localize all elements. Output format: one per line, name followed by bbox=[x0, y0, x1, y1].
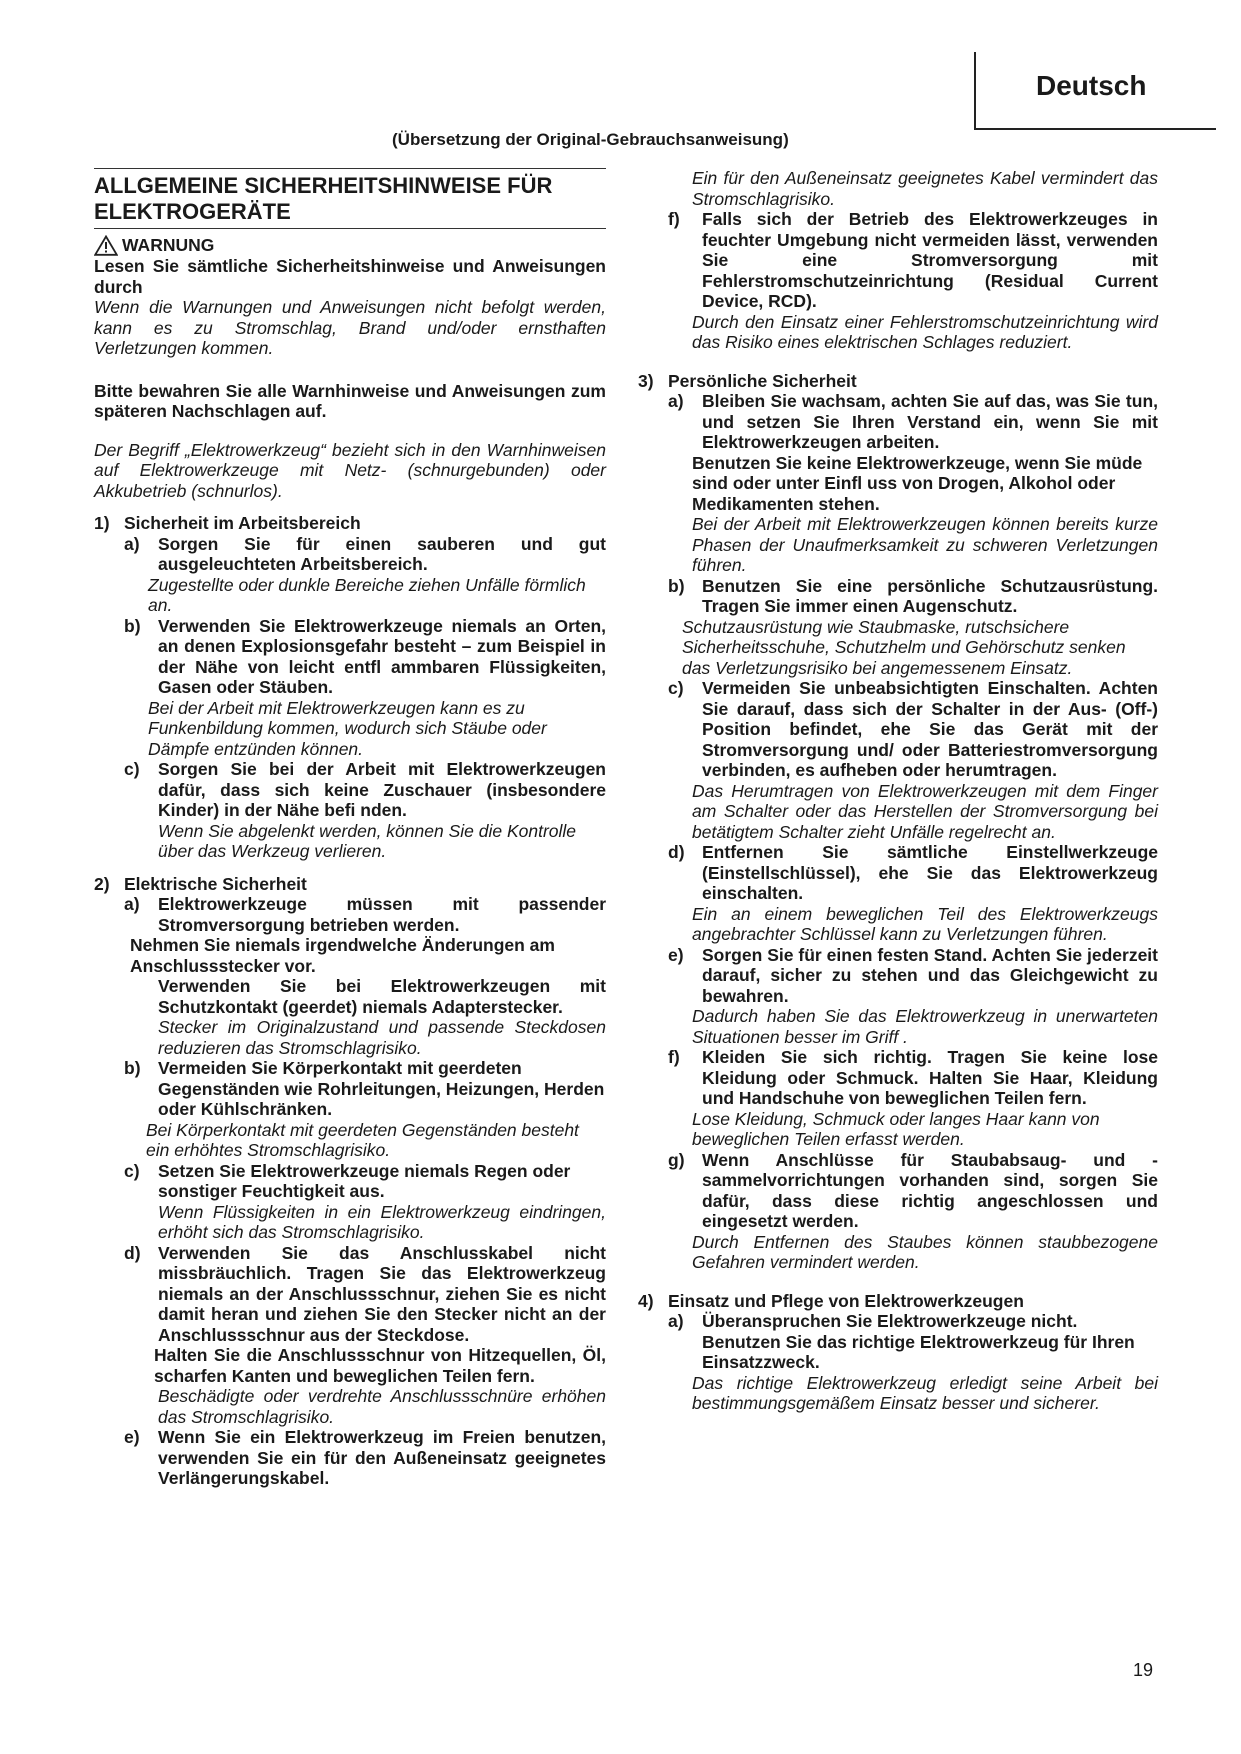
item-text: Setzen Sie Elektrowerkzeuge niemals Regen oder sonstiger Feuchtigkeit aus. bbox=[158, 1160, 571, 1201]
section-heading-text: Einsatz und Pflege von Elektrowerkzeugen bbox=[668, 1290, 1024, 1311]
item-letter: b) bbox=[124, 1058, 141, 1078]
item-note: Durch Entfernen des Staubes können staubbezogene Gefahren vermindert werden. bbox=[692, 1231, 1158, 1272]
item-note: Dadurch haben Sie das Elektrowerkzeug in unerwarteten Situationen besser im Griff . bbox=[692, 1006, 1158, 1047]
right-column bbox=[638, 168, 1158, 1414]
item-text: Kleiden Sie sich richtig. Tragen Sie keine lose Kleidung oder Schmuck. Halten Sie Haar, Kleidung und Handschuhe von beweglichen Teilen fern. bbox=[702, 1047, 1158, 1108]
item-note: Bei der Arbeit mit Elektrowerkzeugen kann es zu Funkenbildung kommen, wodurch sich Stäube oder Dämpfe entzünden können. bbox=[148, 697, 547, 759]
item-note: Zugestellte oder dunkle Bereiche ziehen Unfälle förmlich an. bbox=[148, 574, 586, 615]
item-letter: c) bbox=[124, 1160, 140, 1181]
item-letter: f) bbox=[668, 1047, 680, 1067]
section-4-heading bbox=[638, 1291, 1158, 1312]
list-item bbox=[94, 1058, 606, 1120]
list-item bbox=[94, 1161, 606, 1202]
item-note: Bei der Arbeit mit Elektrowerkzeugen können bereits kurze Phasen der Unaufmerksamkeit zu schweren Verletzungen führen. bbox=[692, 514, 1158, 575]
list-item bbox=[638, 842, 1158, 904]
item-note: Wenn Flüssigkeiten in ein Elektrowerkzeug eindringen, erhöht sich das Stromschlagrisiko. bbox=[158, 1201, 606, 1242]
page-number: 19 bbox=[1133, 1660, 1154, 1680]
item-note: Beschädigte oder verdrehte Anschlussschnüre erhöhen das Stromschlagrisiko. bbox=[158, 1386, 606, 1427]
item-text-cont: Benutzen Sie keine Elektrowerkzeuge, wenn Sie müde sind oder unter Einfl uss von Drogen, Alkohol oder Medikamenten stehen. bbox=[692, 452, 1143, 514]
item-note: Wenn Sie abgelenkt werden, können Sie die Kontrolle über das Werkzeug verlieren. bbox=[158, 820, 577, 861]
section-number: 4) bbox=[638, 1290, 654, 1311]
section-1-heading bbox=[94, 513, 606, 534]
section-title: ALLGEMEINE SICHERHEITSHINWEISE FÜR ELEKTROGERÄTE bbox=[94, 168, 606, 229]
item-letter: f) bbox=[668, 209, 680, 229]
list-item bbox=[638, 1150, 1158, 1232]
list-item bbox=[638, 945, 1158, 1007]
item-letter: a) bbox=[668, 391, 684, 411]
section-2-heading bbox=[94, 874, 606, 895]
list-item bbox=[638, 209, 1158, 312]
list-item bbox=[94, 1427, 606, 1489]
item-text: Sorgen Sie für einen festen Stand. Achten Sie jederzeit darauf, sicher zu stehen und das Gleichgewicht zu bewahren. bbox=[702, 944, 1158, 1006]
item-note: Ein an einem beweglichen Teil des Elektrowerkzeugs angebrachter Schlüssel kann zu Verletzungen führen. bbox=[692, 903, 1158, 944]
item-text-cont: Nehmen Sie niemals irgendwelche Änderungen am Anschlussstecker vor. bbox=[130, 935, 555, 976]
section-heading-text: Sicherheit im Arbeitsbereich bbox=[124, 513, 361, 533]
item-text: Sorgen Sie für einen sauberen und gut ausgeleuchteten Arbeitsbereich. bbox=[158, 533, 606, 574]
section-3-heading bbox=[638, 371, 1158, 392]
item-note: Das richtige Elektrowerkzeug erledigt seine Arbeit bei bestimmungsgemäßem Einsatz besser und sicherer. bbox=[692, 1372, 1158, 1413]
keep-text: Bitte bewahren Sie alle Warnhinweise und Anweisungen zum späteren Nachschlagen auf. bbox=[94, 380, 606, 421]
item-letter: c) bbox=[668, 678, 684, 698]
item-note: Das Herumtragen von Elektrowerkzeugen mit dem Finger am Schalter oder das Herstellen der Stromversorgung bei betätigtem Schalter zieht Unfälle regelrecht an. bbox=[692, 780, 1158, 842]
item-letter: a) bbox=[668, 1311, 684, 1331]
item-letter: d) bbox=[124, 1242, 141, 1263]
section-number: 1) bbox=[94, 513, 110, 533]
item-note: Stecker im Originalzustand und passende Steckdosen reduzieren das Stromschlagrisiko. bbox=[158, 1017, 606, 1058]
item-note: Ein für den Außeneinsatz geeignetes Kabel vermindert das Stromschlagrisiko. bbox=[692, 168, 1158, 209]
warning-triangle-icon bbox=[94, 235, 118, 256]
list-item bbox=[638, 1047, 1158, 1109]
item-text: Falls sich der Betrieb des Elektrowerkzeuges in feuchter Umgebung nicht vermeiden lässt, verwenden Sie eine Stromversorgung mit Fehlerstromschutzeinrichtung (Residual Current Device, RCD). bbox=[702, 209, 1158, 311]
list-item bbox=[94, 534, 606, 575]
language-label: Deutsch bbox=[1036, 70, 1147, 101]
item-note: Lose Kleidung, Schmuck oder langes Haar kann von beweglichen Teilen erfasst werden. bbox=[692, 1108, 1100, 1149]
list-item bbox=[94, 616, 606, 698]
read-all-note: Wenn die Warnungen und Anweisungen nicht befolgt werden, kann es zu Stromschlag, Brand und/oder ernsthaften Verletzungen kommen. bbox=[94, 297, 606, 358]
item-text: Vermeiden Sie Körperkontakt mit geerdeten Gegenständen wie Rohrleitungen, Heizungen, Herden oder Kühlschränken. bbox=[158, 1058, 605, 1119]
language-tab bbox=[974, 52, 1216, 130]
item-text-cont: Halten Sie die Anschlussschnur von Hitzequellen, Öl, scharfen Kanten und beweglichen Teilen fern. bbox=[154, 1345, 606, 1386]
item-text: Bleiben Sie wachsam, achten Sie auf das, was Sie tun, und setzen Sie Ihren Verstand ein, wenn Sie mit Elektrowerkzeugen arbeiten. bbox=[702, 391, 1158, 452]
list-item bbox=[638, 391, 1158, 453]
item-text-cont: Verwenden Sie bei Elektrowerkzeugen mit Schutzkontakt (geerdet) niemals Adapterstecker. bbox=[158, 976, 606, 1017]
item-letter: b) bbox=[668, 575, 685, 596]
item-text: Benutzen Sie eine persönliche Schutzausrüstung. Tragen Sie immer einen Augenschutz. bbox=[702, 575, 1158, 616]
item-text: Entfernen Sie sämtliche Einstellwerkzeuge (Einstellschlüssel), ehe Sie das Elektrowerkzeug einschalten. bbox=[702, 842, 1158, 903]
list-item bbox=[94, 759, 606, 821]
section-number: 3) bbox=[638, 370, 654, 391]
item-letter: a) bbox=[124, 894, 140, 914]
list-item bbox=[638, 576, 1158, 617]
item-text: Wenn Sie ein Elektrowerkzeug im Freien benutzen, verwenden Sie ein für den Außeneinsatz geeignetes Verlängerungskabel. bbox=[158, 1427, 606, 1488]
list-item bbox=[638, 1311, 1158, 1373]
item-letter: g) bbox=[668, 1149, 685, 1170]
item-note: Schutzausrüstung wie Staubmaske, rutschsichere Sicherheitsschuhe, Schutzhelm und Gehörschutz senken das Verletzungsrisiko bei angemessenem Einsatz. bbox=[682, 616, 1126, 678]
item-letter: e) bbox=[668, 944, 684, 965]
warning-label: WARNUNG bbox=[122, 235, 215, 256]
warning-heading bbox=[94, 235, 606, 256]
item-note: Bei Körperkontakt mit geerdeten Gegenständen besteht ein erhöhtes Stromschlagrisiko. bbox=[146, 1119, 579, 1160]
list-item bbox=[94, 894, 606, 935]
item-letter: b) bbox=[124, 615, 141, 636]
item-letter: e) bbox=[124, 1427, 140, 1447]
item-note: Durch den Einsatz einer Fehlerstromschutzeinrichtung wird das Risiko eines elektrischen Schlages reduziert. bbox=[692, 311, 1158, 352]
item-text: Überanspruchen Sie Elektrowerkzeuge nicht. Benutzen Sie das richtige Elektrowerkzeug für Ihren Einsatzzweck. bbox=[702, 1311, 1135, 1372]
list-item bbox=[94, 1243, 606, 1346]
read-all-text: Lesen Sie sämtliche Sicherheitshinweise und Anweisungen durch bbox=[94, 256, 606, 297]
item-text: Wenn Anschlüsse für Staubabsaug- und -sammelvorrichtungen vorhanden sind, sorgen Sie dafür, dass diese richtig angeschlossen und eingesetzt werden. bbox=[702, 1149, 1158, 1231]
list-item bbox=[638, 678, 1158, 781]
item-letter: c) bbox=[124, 759, 140, 779]
item-letter: d) bbox=[668, 842, 685, 862]
item-text: Vermeiden Sie unbeabsichtigten Einschalten. Achten Sie darauf, dass sich der Schalter in der Aus- (Off-) Position befindet, ehe Sie das Gerät mit der Stromversorgung und/ oder Batteriestromversorgung verbinden, es aufheben oder herumtragen. bbox=[702, 678, 1158, 780]
subtitle: (Übersetzung der Original-Gebrauchsanweisung) bbox=[392, 130, 789, 149]
section-number: 2) bbox=[94, 873, 110, 894]
item-text: Sorgen Sie bei der Arbeit mit Elektrowerkzeugen dafür, dass sich keine Zuschauer (insbesondere Kinder) in der Nähe befi nden. bbox=[158, 759, 606, 820]
left-column bbox=[94, 168, 606, 1489]
section-heading-text: Elektrische Sicherheit bbox=[124, 873, 307, 894]
item-text: Verwenden Sie das Anschlusskabel nicht missbräuchlich. Tragen Sie das Elektrowerkzeug niemals an der Anschlussschnur, ziehen Sie es nicht damit heran und ziehen Sie den Stecker nicht an der Anschlussschnur aus der Steckdose. bbox=[158, 1242, 606, 1345]
item-text: Elektrowerkzeuge müssen mit passender Stromversorgung betrieben werden. bbox=[158, 894, 606, 935]
item-text: Verwenden Sie Elektrowerkzeuge niemals an Orten, an denen Explosionsgefahr besteht – zum Beispiel in der Nähe von leicht entfl ammbaren Flüssigkeiten, Gasen oder Stäuben. bbox=[158, 615, 606, 697]
term-note: Der Begriff „Elektrowerkzeug“ bezieht sich in den Warnhinweisen auf Elektrowerkzeuge mit Netz- (schnurgebunden) oder Akkubetrieb (schnurlos). bbox=[94, 439, 606, 501]
item-letter: a) bbox=[124, 533, 140, 554]
section-heading-text: Persönliche Sicherheit bbox=[668, 370, 857, 391]
